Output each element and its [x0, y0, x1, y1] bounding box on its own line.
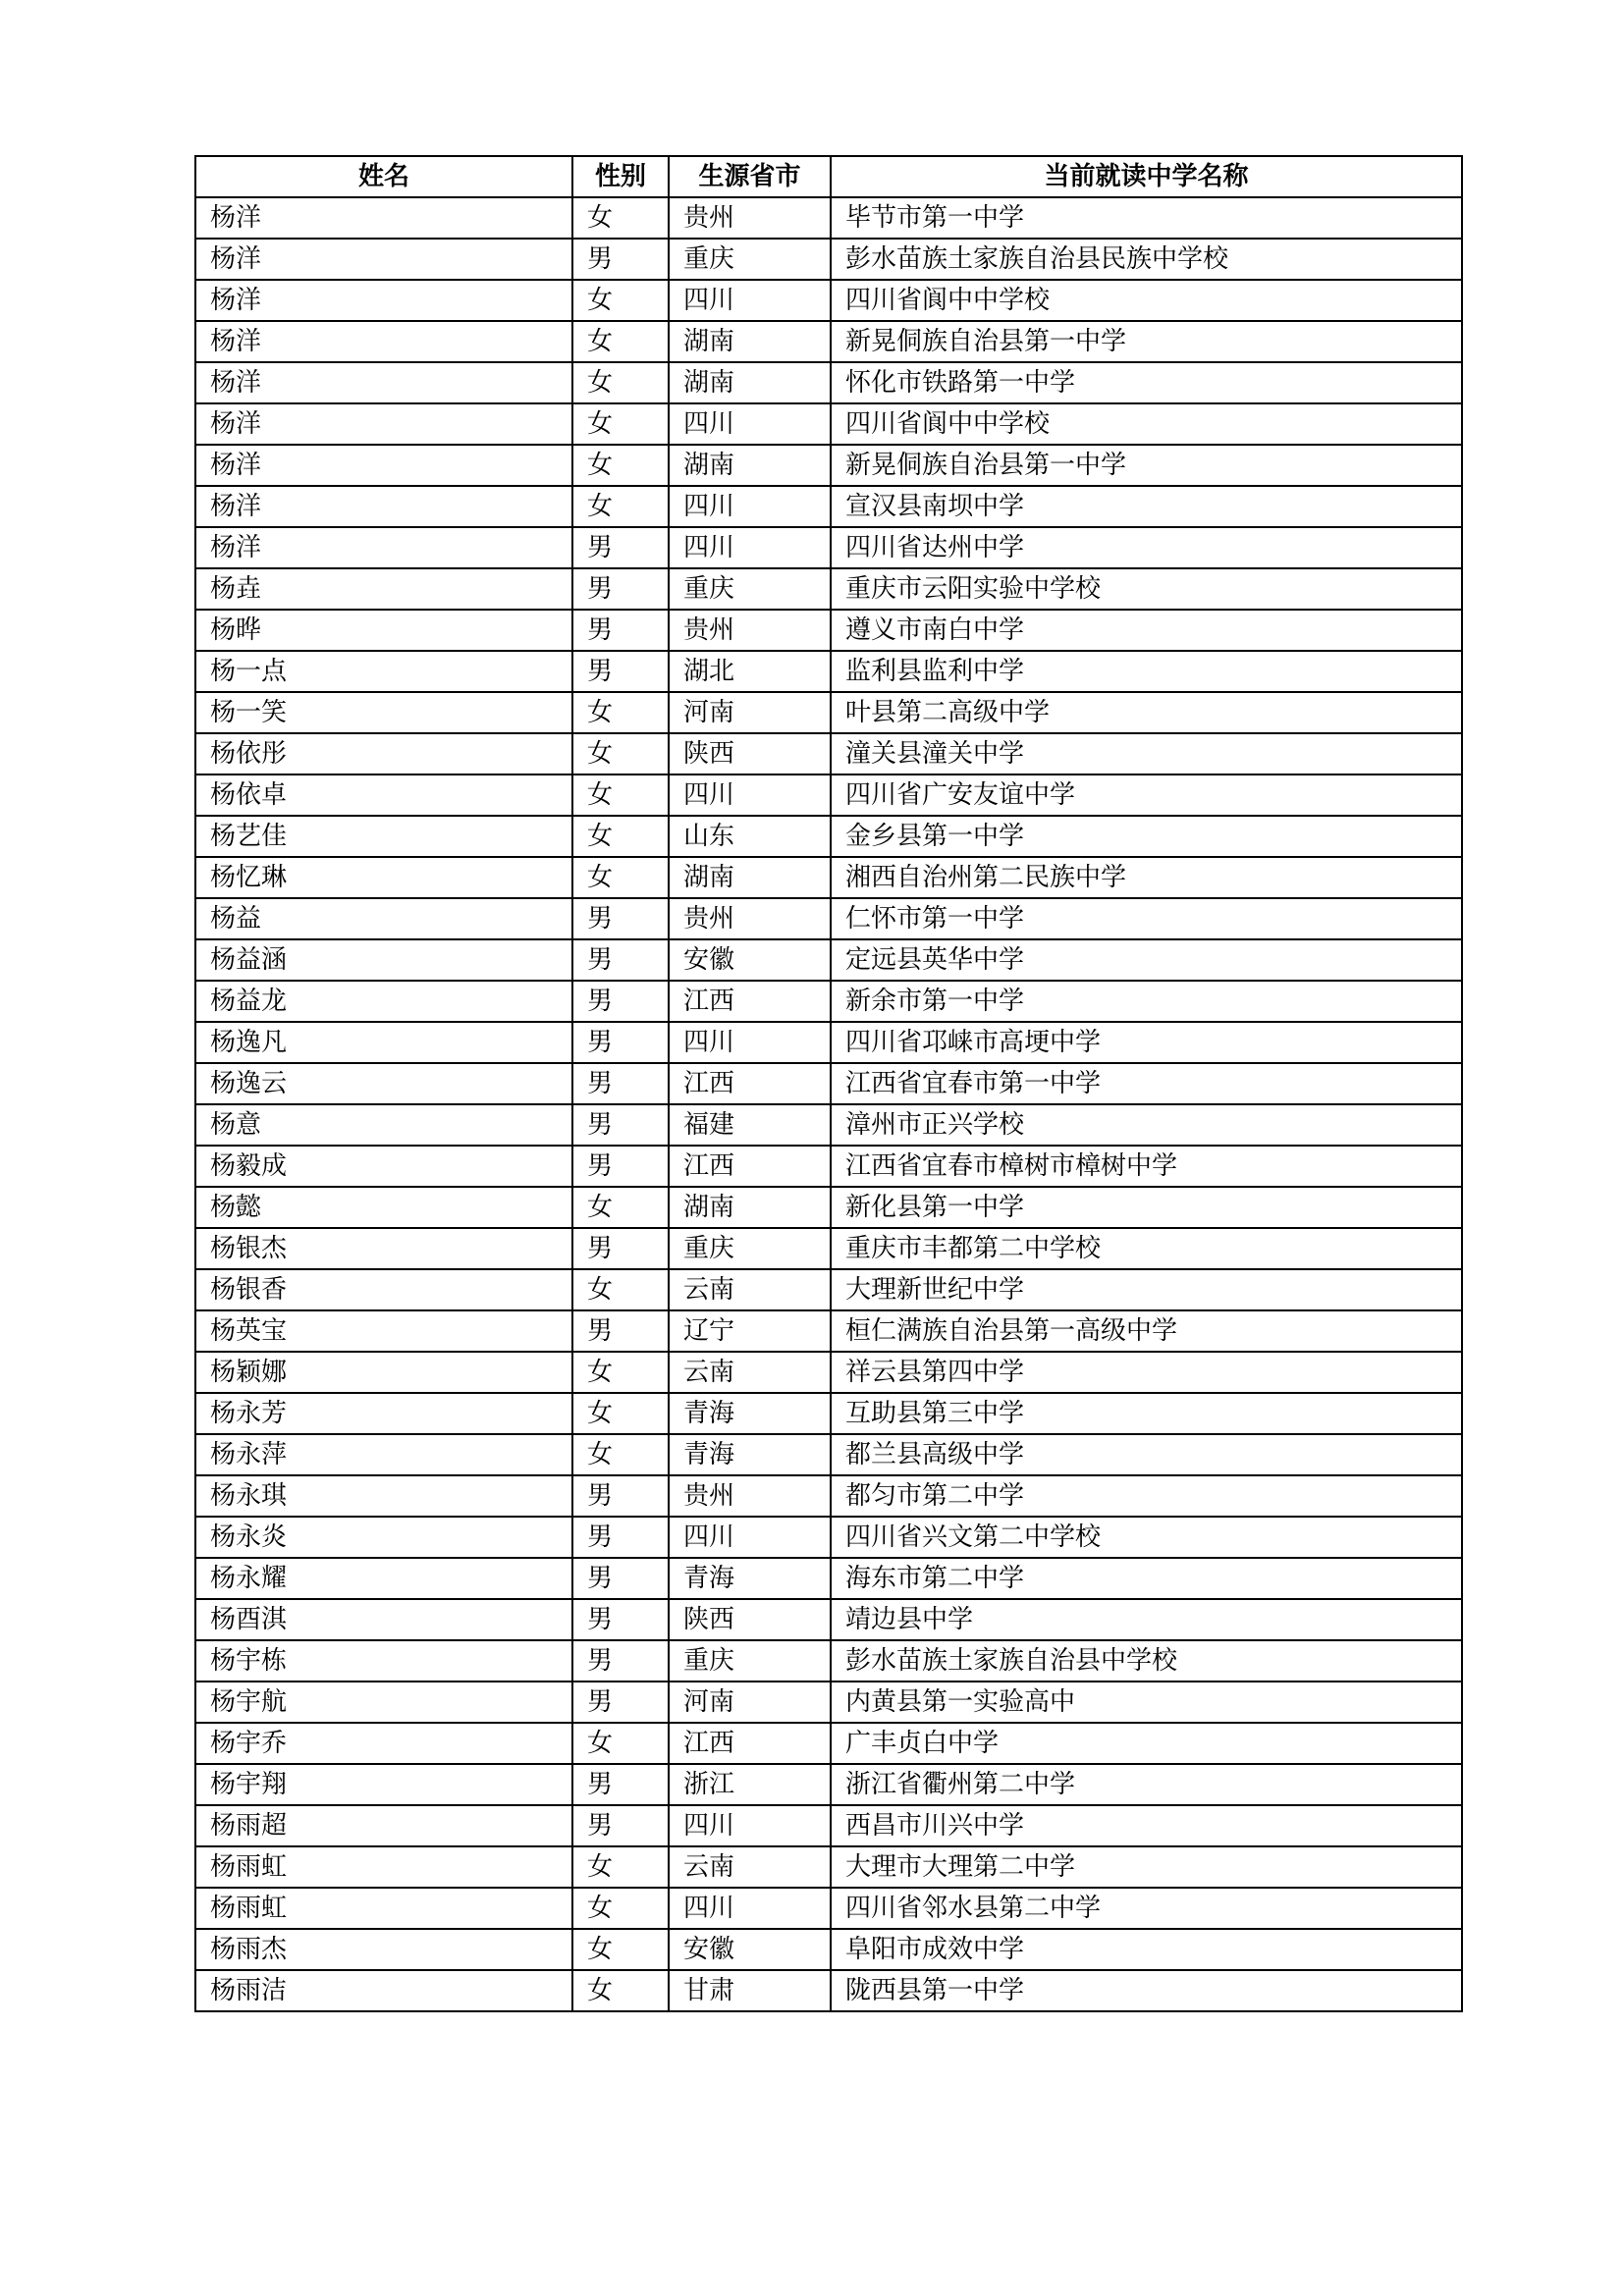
gender-cell: 男 [572, 1310, 669, 1352]
gender-cell: 男 [572, 1517, 669, 1558]
province-cell: 四川 [669, 486, 831, 527]
table-row [195, 1517, 1462, 1558]
name-cell: 杨依彤 [195, 733, 572, 774]
school-cell: 祥云县第四中学 [831, 1352, 1462, 1393]
school-cell: 漳州市正兴学校 [831, 1104, 1462, 1146]
table-row [195, 321, 1462, 362]
table-row [195, 1475, 1462, 1517]
name-cell: 杨逸云 [195, 1063, 572, 1104]
gender-cell: 女 [572, 321, 669, 362]
province-cell: 辽宁 [669, 1310, 831, 1352]
table-row [195, 1640, 1462, 1682]
school-cell: 浙江省衢州第二中学 [831, 1764, 1462, 1805]
name-cell: 杨逸凡 [195, 1022, 572, 1063]
name-cell: 杨永琪 [195, 1475, 572, 1517]
school-cell: 湘西自治州第二民族中学 [831, 857, 1462, 898]
table-row [195, 1805, 1462, 1846]
gender-cell: 男 [572, 1640, 669, 1682]
gender-cell: 女 [572, 362, 669, 403]
school-cell: 定远县英华中学 [831, 939, 1462, 981]
gender-cell: 女 [572, 1393, 669, 1434]
school-cell: 大理新世纪中学 [831, 1269, 1462, 1310]
province-cell: 四川 [669, 280, 831, 321]
school-cell: 监利县监利中学 [831, 651, 1462, 692]
table-row [195, 1310, 1462, 1352]
name-cell: 杨洋 [195, 486, 572, 527]
table-row [195, 527, 1462, 568]
province-cell: 重庆 [669, 568, 831, 610]
table-row [195, 1434, 1462, 1475]
gender-cell: 男 [572, 1022, 669, 1063]
gender-cell: 男 [572, 610, 669, 651]
province-cell: 湖北 [669, 651, 831, 692]
name-cell: 杨艺佳 [195, 816, 572, 857]
table-row [195, 1228, 1462, 1269]
gender-cell: 女 [572, 403, 669, 445]
province-cell: 福建 [669, 1104, 831, 1146]
school-cell: 海东市第二中学 [831, 1558, 1462, 1599]
name-cell: 杨洋 [195, 403, 572, 445]
gender-cell: 女 [572, 1970, 669, 2011]
table-row [195, 981, 1462, 1022]
gender-cell: 女 [572, 774, 669, 816]
gender-cell: 女 [572, 1846, 669, 1888]
name-cell: 杨雨虹 [195, 1846, 572, 1888]
gender-cell: 男 [572, 1682, 669, 1723]
name-cell: 杨永萍 [195, 1434, 572, 1475]
name-cell: 杨洋 [195, 445, 572, 486]
name-cell: 杨洋 [195, 239, 572, 280]
province-cell: 重庆 [669, 239, 831, 280]
school-cell: 金乡县第一中学 [831, 816, 1462, 857]
name-cell: 杨洋 [195, 197, 572, 239]
name-cell: 杨益涵 [195, 939, 572, 981]
table-row [195, 1682, 1462, 1723]
school-cell: 四川省广安友谊中学 [831, 774, 1462, 816]
name-cell: 杨颖娜 [195, 1352, 572, 1393]
gender-cell: 男 [572, 1104, 669, 1146]
name-cell: 杨宇乔 [195, 1723, 572, 1764]
province-cell: 四川 [669, 1888, 831, 1929]
table-row [195, 280, 1462, 321]
province-cell: 重庆 [669, 1640, 831, 1682]
gender-cell: 女 [572, 197, 669, 239]
gender-cell: 男 [572, 1228, 669, 1269]
name-cell: 杨洋 [195, 321, 572, 362]
province-cell: 江西 [669, 981, 831, 1022]
school-cell: 西昌市川兴中学 [831, 1805, 1462, 1846]
gender-cell: 男 [572, 1558, 669, 1599]
name-cell: 杨洋 [195, 280, 572, 321]
gender-cell: 女 [572, 1888, 669, 1929]
gender-cell: 女 [572, 1269, 669, 1310]
gender-cell: 女 [572, 445, 669, 486]
province-cell: 贵州 [669, 197, 831, 239]
province-cell: 安徽 [669, 939, 831, 981]
school-cell: 四川省阆中中学校 [831, 403, 1462, 445]
student-table [194, 155, 1463, 2012]
table-row [195, 1393, 1462, 1434]
school-cell: 江西省宜春市第一中学 [831, 1063, 1462, 1104]
gender-cell: 男 [572, 1805, 669, 1846]
school-cell: 叶县第二高级中学 [831, 692, 1462, 733]
school-cell: 潼关县潼关中学 [831, 733, 1462, 774]
gender-cell: 男 [572, 939, 669, 981]
province-cell: 四川 [669, 527, 831, 568]
school-cell: 彭水苗族土家族自治县中学校 [831, 1640, 1462, 1682]
school-cell: 都兰县高级中学 [831, 1434, 1462, 1475]
name-cell: 杨银杰 [195, 1228, 572, 1269]
gender-cell: 女 [572, 280, 669, 321]
school-cell: 四川省邛崃市高埂中学 [831, 1022, 1462, 1063]
school-cell: 彭水苗族土家族自治县民族中学校 [831, 239, 1462, 280]
province-cell: 江西 [669, 1146, 831, 1187]
school-cell: 毕节市第一中学 [831, 197, 1462, 239]
table-row [195, 1187, 1462, 1228]
table-row [195, 898, 1462, 939]
gender-cell: 女 [572, 816, 669, 857]
gender-cell: 男 [572, 1063, 669, 1104]
table-row [195, 651, 1462, 692]
province-cell: 四川 [669, 1022, 831, 1063]
school-cell: 广丰贞白中学 [831, 1723, 1462, 1764]
province-cell: 青海 [669, 1393, 831, 1434]
school-cell: 四川省阆中中学校 [831, 280, 1462, 321]
name-cell: 杨雨杰 [195, 1929, 572, 1970]
province-cell: 贵州 [669, 610, 831, 651]
table-row [195, 568, 1462, 610]
table-row [195, 1104, 1462, 1146]
name-cell: 杨益龙 [195, 981, 572, 1022]
province-cell: 云南 [669, 1352, 831, 1393]
name-cell: 杨一点 [195, 651, 572, 692]
province-cell: 四川 [669, 403, 831, 445]
name-cell: 杨英宝 [195, 1310, 572, 1352]
table-row [195, 1764, 1462, 1805]
name-cell: 杨永耀 [195, 1558, 572, 1599]
school-cell: 四川省兴文第二中学校 [831, 1517, 1462, 1558]
province-cell: 浙江 [669, 1764, 831, 1805]
table-row [195, 692, 1462, 733]
name-cell: 杨永芳 [195, 1393, 572, 1434]
gender-cell: 男 [572, 1599, 669, 1640]
gender-cell: 男 [572, 898, 669, 939]
table-row [195, 610, 1462, 651]
school-cell: 互助县第三中学 [831, 1393, 1462, 1434]
table-row [195, 1723, 1462, 1764]
gender-cell: 男 [572, 981, 669, 1022]
school-cell: 江西省宜春市樟树市樟树中学 [831, 1146, 1462, 1187]
gender-cell: 男 [572, 568, 669, 610]
name-cell: 杨意 [195, 1104, 572, 1146]
name-cell: 杨酉淇 [195, 1599, 572, 1640]
table-row [195, 774, 1462, 816]
gender-cell: 男 [572, 651, 669, 692]
table-row [195, 1269, 1462, 1310]
school-cell: 四川省达州中学 [831, 527, 1462, 568]
table-row [195, 1970, 1462, 2011]
table-row [195, 1599, 1462, 1640]
gender-cell: 女 [572, 733, 669, 774]
table-row [195, 1022, 1462, 1063]
school-cell: 桓仁满族自治县第一高级中学 [831, 1310, 1462, 1352]
school-cell: 宣汉县南坝中学 [831, 486, 1462, 527]
school-cell: 大理市大理第二中学 [831, 1846, 1462, 1888]
province-cell: 江西 [669, 1063, 831, 1104]
school-cell: 陇西县第一中学 [831, 1970, 1462, 2011]
gender-cell: 女 [572, 857, 669, 898]
header-name: 姓名 [195, 156, 572, 197]
name-cell: 杨洋 [195, 527, 572, 568]
province-cell: 河南 [669, 692, 831, 733]
name-cell: 杨银香 [195, 1269, 572, 1310]
province-cell: 湖南 [669, 362, 831, 403]
name-cell: 杨洋 [195, 362, 572, 403]
table-row [195, 733, 1462, 774]
province-cell: 陕西 [669, 733, 831, 774]
province-cell: 贵州 [669, 1475, 831, 1517]
name-cell: 杨依卓 [195, 774, 572, 816]
name-cell: 杨永炎 [195, 1517, 572, 1558]
header-gender: 性别 [572, 156, 669, 197]
name-cell: 杨雨虹 [195, 1888, 572, 1929]
table-row [195, 1063, 1462, 1104]
gender-cell: 男 [572, 527, 669, 568]
school-cell: 新余市第一中学 [831, 981, 1462, 1022]
province-cell: 江西 [669, 1723, 831, 1764]
gender-cell: 男 [572, 1146, 669, 1187]
table-row [195, 816, 1462, 857]
header-province: 生源省市 [669, 156, 831, 197]
table-row [195, 1146, 1462, 1187]
province-cell: 湖南 [669, 857, 831, 898]
province-cell: 安徽 [669, 1929, 831, 1970]
school-cell: 重庆市云阳实验中学校 [831, 568, 1462, 610]
school-cell: 怀化市铁路第一中学 [831, 362, 1462, 403]
table-row [195, 486, 1462, 527]
province-cell: 陕西 [669, 1599, 831, 1640]
province-cell: 云南 [669, 1846, 831, 1888]
gender-cell: 女 [572, 1352, 669, 1393]
province-cell: 重庆 [669, 1228, 831, 1269]
name-cell: 杨垚 [195, 568, 572, 610]
table-row [195, 1846, 1462, 1888]
province-cell: 贵州 [669, 898, 831, 939]
school-cell: 新晃侗族自治县第一中学 [831, 321, 1462, 362]
table-row [195, 362, 1462, 403]
province-cell: 甘肃 [669, 1970, 831, 2011]
name-cell: 杨忆琳 [195, 857, 572, 898]
name-cell: 杨宇航 [195, 1682, 572, 1723]
school-cell: 内黄县第一实验高中 [831, 1682, 1462, 1723]
gender-cell: 女 [572, 1723, 669, 1764]
name-cell: 杨懿 [195, 1187, 572, 1228]
school-cell: 仁怀市第一中学 [831, 898, 1462, 939]
table-row [195, 1929, 1462, 1970]
name-cell: 杨雨洁 [195, 1970, 572, 2011]
province-cell: 四川 [669, 1517, 831, 1558]
gender-cell: 女 [572, 1929, 669, 1970]
province-cell: 四川 [669, 774, 831, 816]
name-cell: 杨一笑 [195, 692, 572, 733]
school-cell: 新化县第一中学 [831, 1187, 1462, 1228]
table-row [195, 939, 1462, 981]
name-cell: 杨宇翔 [195, 1764, 572, 1805]
table-row [195, 445, 1462, 486]
province-cell: 山东 [669, 816, 831, 857]
province-cell: 湖南 [669, 321, 831, 362]
name-cell: 杨毅成 [195, 1146, 572, 1187]
table-row [195, 1558, 1462, 1599]
school-cell: 靖边县中学 [831, 1599, 1462, 1640]
province-cell: 河南 [669, 1682, 831, 1723]
school-cell: 重庆市丰都第二中学校 [831, 1228, 1462, 1269]
gender-cell: 女 [572, 486, 669, 527]
school-cell: 四川省邻水县第二中学 [831, 1888, 1462, 1929]
school-cell: 阜阳市成效中学 [831, 1929, 1462, 1970]
province-cell: 云南 [669, 1269, 831, 1310]
gender-cell: 女 [572, 1434, 669, 1475]
name-cell: 杨益 [195, 898, 572, 939]
gender-cell: 女 [572, 1187, 669, 1228]
table-header-row [195, 156, 1462, 197]
name-cell: 杨宇栋 [195, 1640, 572, 1682]
province-cell: 青海 [669, 1558, 831, 1599]
gender-cell: 女 [572, 692, 669, 733]
school-cell: 都匀市第二中学 [831, 1475, 1462, 1517]
school-cell: 新晃侗族自治县第一中学 [831, 445, 1462, 486]
school-cell: 遵义市南白中学 [831, 610, 1462, 651]
header-school: 当前就读中学名称 [831, 156, 1462, 197]
table-row [195, 1352, 1462, 1393]
table-row [195, 857, 1462, 898]
province-cell: 青海 [669, 1434, 831, 1475]
name-cell: 杨雨超 [195, 1805, 572, 1846]
gender-cell: 男 [572, 239, 669, 280]
table-row [195, 197, 1462, 239]
gender-cell: 男 [572, 1764, 669, 1805]
name-cell: 杨晔 [195, 610, 572, 651]
province-cell: 湖南 [669, 445, 831, 486]
province-cell: 湖南 [669, 1187, 831, 1228]
province-cell: 四川 [669, 1805, 831, 1846]
table-row [195, 1888, 1462, 1929]
table-row [195, 403, 1462, 445]
gender-cell: 男 [572, 1475, 669, 1517]
table-row [195, 239, 1462, 280]
